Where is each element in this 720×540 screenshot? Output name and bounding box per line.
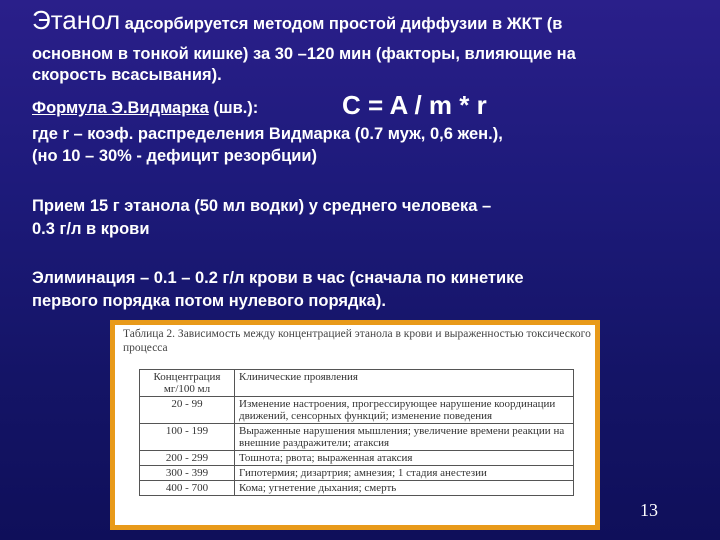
formula-label: Формула Э.Видмарка [32, 99, 209, 117]
absorption-text-line1: адсорбируется методом простой диффузии в ЖКТ (в [120, 15, 563, 33]
table-cell-clinical: Кома; угнетение дыхания; смерть [235, 481, 574, 496]
page-number: 13 [640, 500, 658, 520]
table-cell-concentration: 400 - 700 [140, 481, 235, 496]
table-row [140, 397, 574, 424]
table-cell-concentration: 20 - 99 [140, 397, 235, 424]
table-row [140, 424, 574, 451]
absorption-text-line2: основном в тонкой кишке) за 30 –120 мин (факторы, влияющие на [32, 45, 576, 63]
table-row [140, 451, 574, 466]
intake-line1: Прием 15 г этанола (50 мл водки) у среднего человека – [32, 197, 492, 215]
table-caption: Таблица 2. Зависимость между концентрацией этанола в крови и выраженностью токсического процесса [123, 328, 591, 354]
table-image [110, 320, 600, 530]
header-concentration-line1: Концентрация [153, 371, 221, 383]
formula-suffix: (шв.): [208, 99, 259, 117]
table-row [140, 481, 574, 496]
table-cell-concentration: 300 - 399 [140, 466, 235, 481]
table-row [140, 466, 574, 481]
table-cell-concentration: 100 - 199 [140, 424, 235, 451]
elimination-line1: Элиминация – 0.1 – 0.2 г/л крови в час (сначала по кинетике [32, 269, 524, 287]
table-cell-concentration: 200 - 299 [140, 451, 235, 466]
header-concentration [140, 370, 235, 397]
distribution-coef-line1: где r – коэф. распределения Видмарка (0.7 муж, 0,6 жен.), [32, 125, 503, 143]
header-clinical: Клинические проявления [235, 370, 574, 397]
toxicity-table [139, 369, 574, 496]
absorption-text-line3: скорость всасывания). [32, 66, 222, 84]
table-cell-clinical: Тошнота; рвота; выраженная атаксия [235, 451, 574, 466]
table-cell-clinical: Изменение настроения, прогрессирующее нарушение координации движений, сенсорных функций; изменение поведения [235, 397, 574, 424]
table-cell-clinical: Гипотермия; дизартрия; амнезия; 1 стадия анестезии [235, 466, 574, 481]
title-word: Этанол [32, 5, 121, 35]
table-header-row [140, 370, 574, 397]
distribution-coef-line2: (но 10 – 30% - дефицит резорбции) [32, 147, 318, 165]
header-concentration-line2: мг/100 мл [163, 383, 211, 395]
widmark-formula: C = A / m * r [342, 90, 487, 120]
elimination-line2: первого порядка потом нулевого порядка). [32, 292, 386, 310]
paragraph-absorption-line1 [32, 5, 563, 35]
intake-line2: 0.3 г/л в крови [32, 220, 150, 238]
formula-label-line [32, 98, 258, 118]
table-cell-clinical: Выраженные нарушения мышления; увеличение времени реакции на внешние раздражители; атаксия [235, 424, 574, 451]
